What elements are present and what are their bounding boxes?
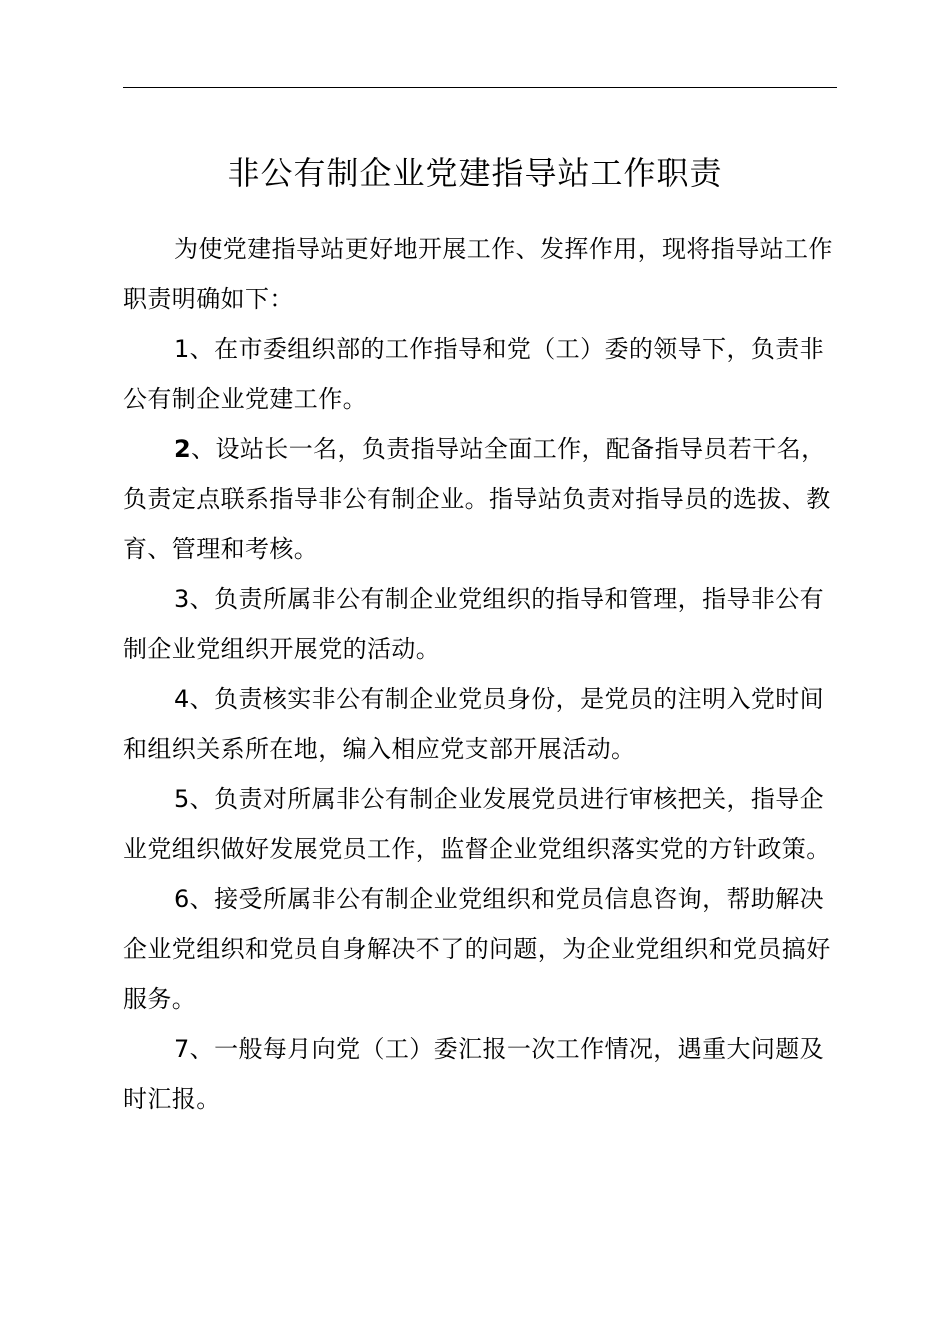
item-text: 、负责所属非公有制企业党组织的指导和管理，指导非公有制企业党组织开展党的活动。 xyxy=(123,585,825,663)
item-number: 5 xyxy=(174,785,190,813)
duty-item-4 xyxy=(123,674,837,774)
intro-paragraph: 为使党建指导站更好地开展工作、发挥作用，现将指导站工作职责明确如下： xyxy=(123,235,833,313)
item-text: 、在市委组织部的工作指导和党（工）委的领导下，负责非公有制企业党建工作。 xyxy=(123,335,825,413)
item-text: 、设站长一名，负责指导站全面工作，配备指导员若干名，负责定点联系指导非公有制企业。指导站负责对指导员的选拔、教育、管理和考核。 xyxy=(123,435,831,563)
item-text: 、接受所属非公有制企业党组织和党员信息咨询，帮助解决企业党组织和党员自身解决不了的问题，为企业党组织和党员搞好服务。 xyxy=(123,885,831,1013)
item-number: 1 xyxy=(174,335,190,363)
item-number: 7 xyxy=(174,1035,190,1063)
document-title: 非公有制企业党建指导站工作职责 xyxy=(227,154,723,192)
item-text: 、负责对所属非公有制企业发展党员进行审核把关，指导企业党组织做好发展党员工作，监督企业党组织落实党的方针政策。 xyxy=(123,785,831,863)
header-rule xyxy=(123,87,837,88)
duty-item-5 xyxy=(123,774,837,874)
item-number: 2 xyxy=(174,435,192,463)
duty-item-1 xyxy=(123,324,837,424)
duty-item-7 xyxy=(123,1024,837,1124)
item-number: 6 xyxy=(174,885,190,913)
duty-item-2 xyxy=(123,424,837,574)
item-number: 4 xyxy=(174,685,190,713)
item-text: 、负责核实非公有制企业党员身份，是党员的注明入党时间和组织关系所在地，编入相应党支部开展活动。 xyxy=(123,685,825,763)
document-body xyxy=(123,224,837,1124)
duty-item-6 xyxy=(123,874,837,1024)
duty-item-3 xyxy=(123,574,837,674)
item-text: 、一般每月向党（工）委汇报一次工作情况，遇重大问题及时汇报。 xyxy=(123,1035,825,1113)
item-number: 3 xyxy=(174,585,190,613)
